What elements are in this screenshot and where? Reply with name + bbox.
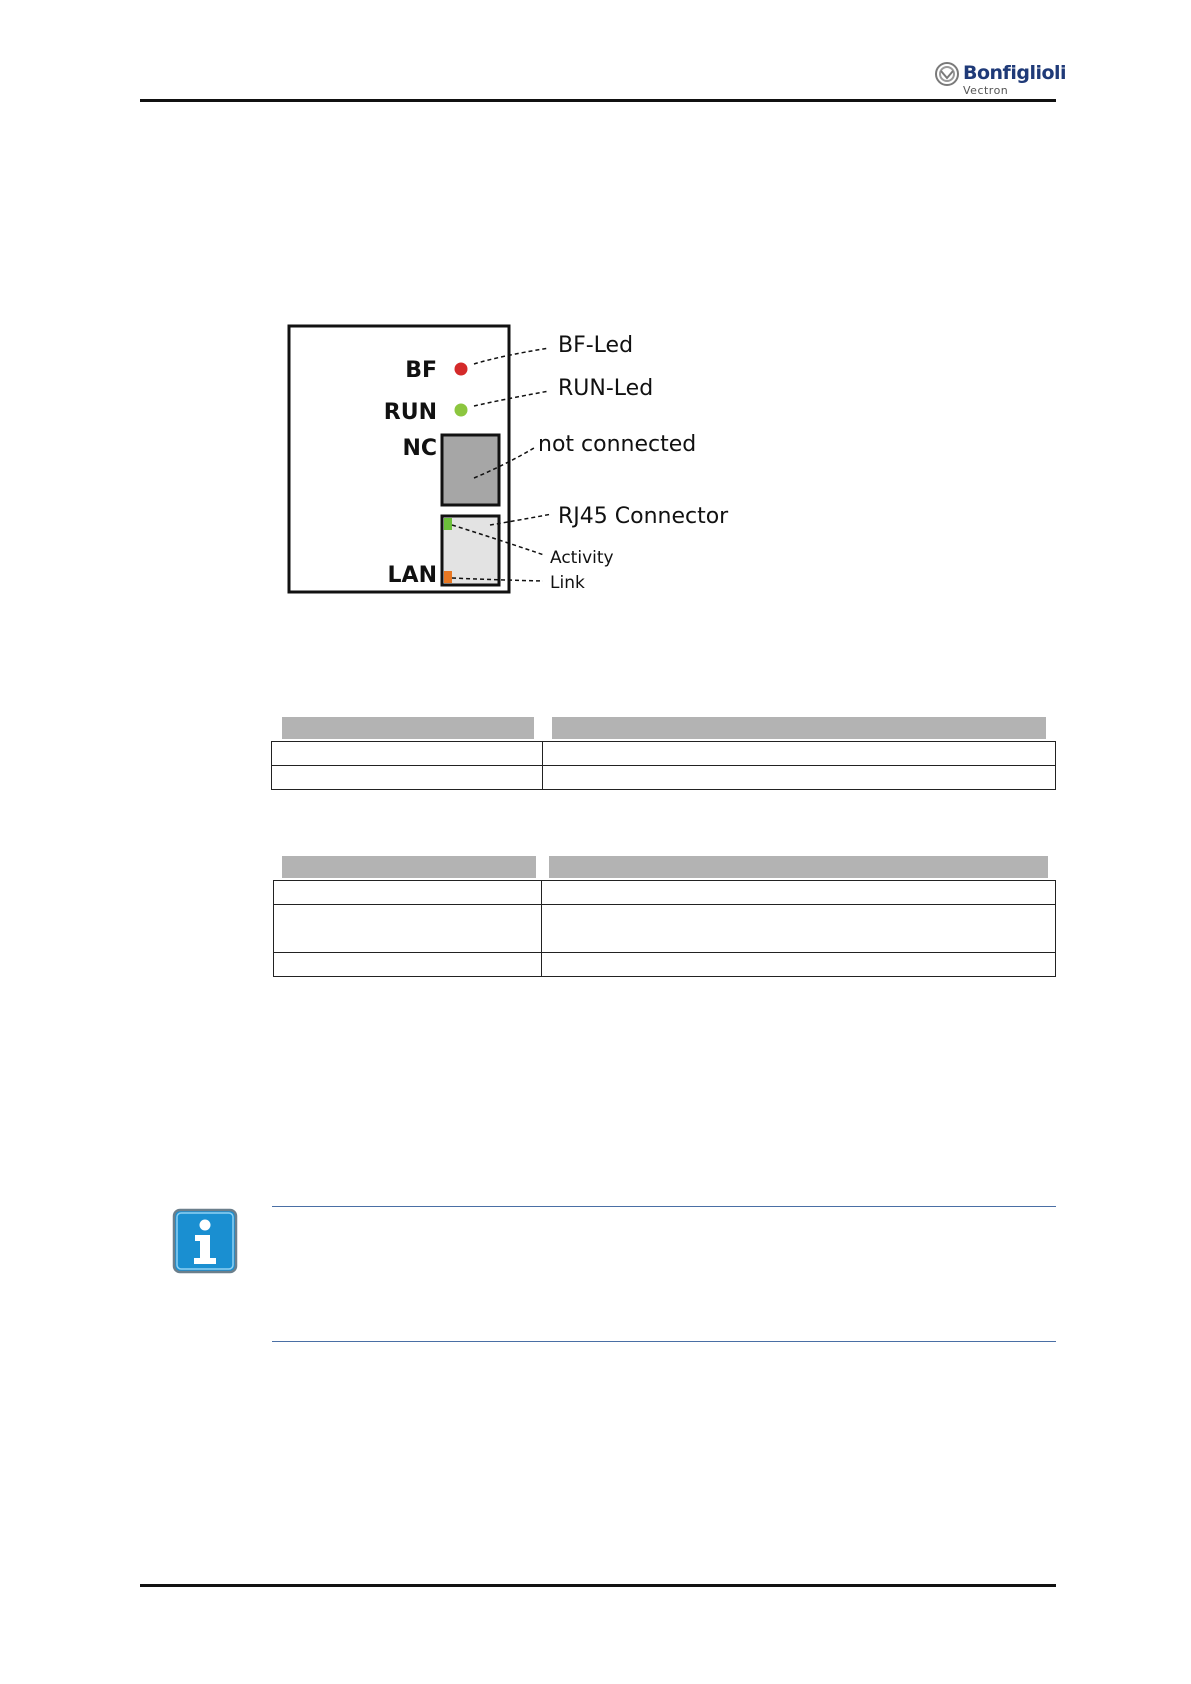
- table-row: [272, 766, 1056, 790]
- callout-activity: Activity: [550, 548, 614, 568]
- footer-rule: [140, 1584, 1056, 1587]
- table-row: [274, 905, 1056, 953]
- table1-header-col1: [282, 717, 534, 739]
- front-panel-diagram: [0, 0, 1191, 620]
- table-row: [274, 881, 1056, 905]
- label-run: RUN: [383, 400, 437, 425]
- connector-table: [273, 880, 1056, 977]
- label-nc: NC: [402, 436, 437, 461]
- table-row: [272, 742, 1056, 766]
- table-cell: [542, 953, 1056, 977]
- note-rule-top: [272, 1206, 1056, 1207]
- label-bf: BF: [405, 358, 437, 383]
- table-cell: [542, 881, 1056, 905]
- table2-header-col2: [549, 856, 1048, 878]
- table1-header-col2: [552, 717, 1046, 739]
- activity-led: [444, 518, 452, 530]
- table-cell: [272, 742, 543, 766]
- callout-rj45: RJ45 Connector: [558, 504, 729, 529]
- brand-name: Bonfiglioli: [963, 62, 1067, 84]
- callout-bf-led: BF-Led: [558, 333, 634, 358]
- table-cell: [274, 953, 542, 977]
- table-cell: [543, 766, 1056, 790]
- callout-not-connected: not connected: [538, 432, 697, 457]
- note-rule-bottom: [272, 1341, 1056, 1342]
- table-cell: [272, 766, 543, 790]
- info-icon: [172, 1208, 238, 1274]
- table-cell: [542, 905, 1056, 953]
- table-cell: [274, 905, 542, 953]
- table-row: [274, 953, 1056, 977]
- table2-header-col1: [282, 856, 536, 878]
- table-cell: [543, 742, 1056, 766]
- label-lan: LAN: [387, 563, 437, 588]
- led-table: [271, 741, 1056, 790]
- callout-link: Link: [550, 573, 585, 593]
- brand-subname: Vectron: [963, 84, 1009, 97]
- run-led: [455, 404, 468, 417]
- link-led: [444, 571, 452, 583]
- bf-led: [455, 363, 468, 376]
- nc-port: [442, 435, 499, 505]
- table-cell: [274, 881, 542, 905]
- callout-run-led: RUN-Led: [558, 376, 654, 401]
